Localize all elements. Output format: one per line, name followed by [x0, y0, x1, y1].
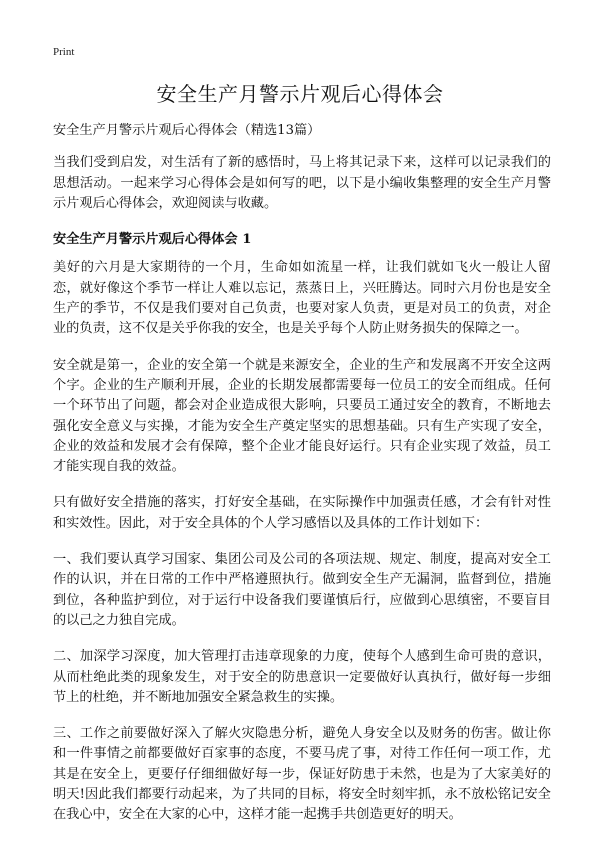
body-paragraph: 安全就是第一，企业的安全第一个就是来源安全，企业的生产和发展离不开安全这两个字。企业的生产顺利开展，企业的长期发展都需要每一位员工的安全而组成。任何一个环节出了问题，都会对企业造成很大影响，只要员工通过安全的教育，不断地去强化安全意义与实操，才能为安全生产奠定坚实的思想基础。只有生产实现了安全，企业的效益和发展才会有保障，整个企业才能良好运行。只有企业实现了效益，员工才能实现自我的效益。 — [53, 357, 551, 475]
article-body — [53, 121, 551, 842]
print-link[interactable]: Print — [53, 46, 75, 58]
intro-paragraph: 当我们受到启发，对生活有了新的感悟时，马上将其记录下来，这样可以记录我们的思想活动。一起来学习心得体会是如何写的吧，以下是小编收集整理的安全生产月警示片观后心得体会，欢迎阅读与收藏。 — [53, 155, 551, 211]
body-paragraph: 美好的六月是大家期待的一个月，生命如如流星一样，让我们就如飞火一般让人留恋，就好像这个季节一样让人难以忘记，蒸蒸日上，兴旺腾达。同时六月份也是安全生产的季节，不仅是我们要对自己负责，也要对家人负责，更是对员工的负责，对企业的负责，这不仅是关乎你我的安全，也是关乎每个人防止财务损失的保障之一。 — [53, 260, 551, 337]
section-heading: 安全生产月警示片观后心得体会 1 — [53, 232, 252, 248]
body-paragraph: 三、工作之前要做好深入了解火灾隐患分析，避免人身安全以及财务的伤害。做让你和一件事情之前都要做好百家事的态度，不要马虎了事，对待工作任何一项工作，尤其是在安全上，更要仔仔细细做好每一步，保证好防患于未然，也是为了大家美好的明天!因此我们都要行动起来，为了共同的目标，将安全时刻牢抓，永不放松铭记安全在我心中，安全在大家的心中，这样才能一起携手共创造更好的明天。 — [53, 726, 551, 823]
article-subtitle: 安全生产月警示片观后心得体会（精选13篇） — [53, 123, 321, 138]
body-paragraph: 只有做好安全措施的落实，打好安全基础，在实际操作中加强责任感，才会有针对性和实效性。因此，对于安全具体的个人学习感悟以及具体的工作计划如下： — [53, 495, 551, 531]
page-title: 安全生产月警示片观后心得体会 — [156, 82, 444, 106]
body-paragraph: 二、加深学习深度，加大管理打击违章现象的力度，使每个人感到生命可贵的意识，从而杜绝此类的现象发生，对于安全的防患意识一定要做好认真执行，做好每一步细节上的杜绝，并不断地加强安全紧急救生的实操。 — [53, 649, 551, 705]
body-paragraph: 一、我们要认真学习国家、集团公司及公司的各项法规、规定、制度，提高对安全工作的认识，并在日常的工作中严格遵照执行。做到安全生产无漏洞，监督到位，措施到位，各种监护到位，对于运行中设备我们要谨慎后行，应做到心思缜密，不要盲目的以己之力独自完成。 — [53, 552, 551, 628]
